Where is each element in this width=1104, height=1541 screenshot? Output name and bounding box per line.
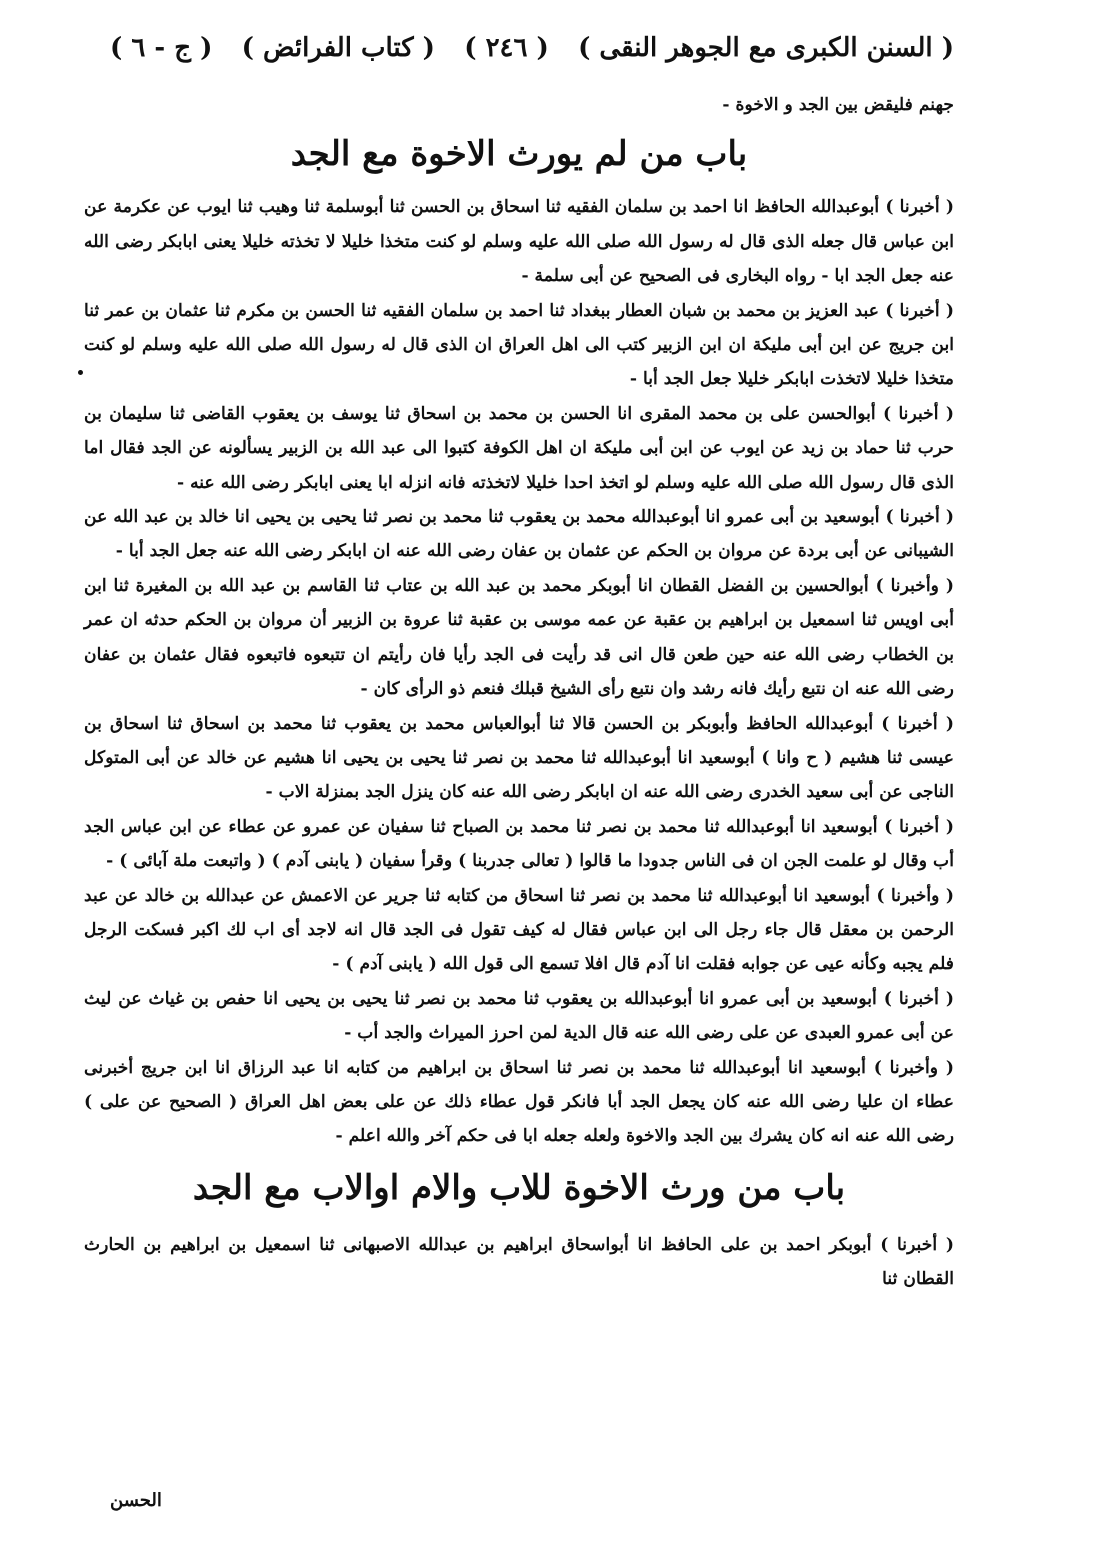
paragraph-6: ( أخبرنا ) أبوعبدالله الحافظ وأبوبكر بن الحسن قالا ثنا أبوالعباس محمد بن يعقوب ثنا محمد بن اسحاق ثنا اسحاق بن عيسى ثنا هشيم ( ح وانا ) أبوسعيد انا أبوعبدالله ثنا محمد بن نصر ثنا يحيى بن يحيى انا هشيم عن خالد عن أبى المتوكل الناجى عن أبى سعيد الخدرى رضى الله عنه ان ابابكر رضى الله عنه كان ينزل الجد بمنزلة الاب - <box>84 713 954 803</box>
header-section-title: ( كتاب الفرائض ) <box>241 33 435 63</box>
paragraph-5: ( وأخبرنا ) أبوالحسين بن الفضل القطان انا أبوبكر محمد بن عبد الله بن عتاب ثنا القاسم بن عبد الله بن المغيرة ثنا ابن أبى اويس ثنا اسمعيل بن ابراهيم بن عقبة عن عمه موسى بن عقبة ثنا عروة بن الزبير أن مروان بن الحكم حدثه ان عمر بن الخطاب رضى الله عنه حين طعن قال انى قد رأيت فى الجد رأيا فان رأيتم ان تتبعوه فاتبعوه فقال عثمان بن عفان رضى الله عنه ان نتبع رأيك فانه رشد وان نتبع رأى الشيخ قبلك فنعم ذو الرأى كان - <box>84 575 954 700</box>
body-text <box>84 88 954 1297</box>
catchword: الحسن <box>110 1490 162 1511</box>
paragraph-2: ( أخبرنا ) عبد العزيز بن محمد بن شبان العطار ببغداد ثنا احمد بن سلمان الفقيه ثنا الحسن بن مكرم ثنا عثمان بن عمر ثنا ابن جريج عن ابن أبى مليكة ان ابن الزبير كتب الى اهل العراق ان الذى قال له رسول الله صلى الله عليه وسلم لو كنت متخذا خليلا لاتخذت ابابكر خليلا جعل الجد أبا - <box>84 300 954 390</box>
header-book-title: ( السنن الكبرى مع الجوهر النقى ) <box>578 33 954 63</box>
header-volume: ( ج - ٦ ) <box>110 33 213 63</box>
margin-mark <box>78 370 83 375</box>
paragraph-10: ( وأخبرنا ) أبوسعيد انا أبوعبدالله ثنا محمد بن نصر ثنا اسحاق بن ابراهيم من كتابه انا عبد الرزاق انا ابن جريج أخبرنى عطاء ان عليا رضى الله عنه كان يجعل الجد أبا فانكر قول عطاء ذلك عن على بعض اهل العراق ( الصحيح عن على ) رضى الله عنه انه كان يشرك بين الجد والاخوة ولعله جعله ابا فى حكم آخر والله اعلم - <box>84 1057 954 1147</box>
header-page-number: ( ٢٤٦ ) <box>464 33 549 63</box>
paragraph-7: ( أخبرنا ) أبوسعيد انا أبوعبدالله ثنا محمد بن نصر ثنا محمد بن الصباح ثنا سفيان عن عمرو عن عطاء عن ابن عباس الجد أب وقال لو علمت الجن ان فى الناس جدودا ما قالوا ( تعالى جدربنا ) وقرأ سفيان ( يابنى آدم ) ( واتبعت ملة آبائى ) - <box>84 816 954 872</box>
paragraph-8: ( وأخبرنا ) أبوسعيد انا أبوعبدالله ثنا محمد بن نصر ثنا اسحاق من كتابه ثنا جرير عن الاعمش عن عبدالله بن خالد عن عبد الرحمن بن معقل قال جاء رجل الى ابن عباس فقال له كيف تقول فى الجد قال انه لاجد أى اب لك اكبر فسكت الرجل فلم يجبه وكأنه عيى عن جوابه فقلت انا آدم قال افلا تسمع الى قول الله ( يابنى آدم ) - <box>84 885 954 975</box>
paragraph-4: ( أخبرنا ) أبوسعيد بن أبى عمرو انا أبوعبدالله محمد بن يعقوب ثنا محمد بن نصر ثنا يحيى بن يحيى انا خالد بن عبد الله عن الشيبانى عن أبى بردة عن مروان بن الحكم عن عثمان بن عفان رضى الله عنه ان ابابكر رضى الله عنه جعل الجد أبا - <box>84 507 954 562</box>
paragraph-3: ( أخبرنا ) أبوالحسن على بن محمد المقرى انا الحسن بن محمد بن اسحاق ثنا يوسف بن يعقوب القاضى ثنا سليمان بن حرب ثنا حماد بن زيد عن ايوب عن ابن أبى مليكة ان اهل الكوفة كتبوا الى عبد الله بن الزبير يسألونه عن الجد فقال اما الذى قال رسول الله صلى الله عليه وسلم لو اتخذ احدا خليلا لاتخذته فانه انزله ابا يعنى ابابكر رضى الله عنه - <box>84 403 954 493</box>
chapter-heading-2: باب من ورث الاخوة للاب والام اوالاب مع الجد <box>192 1167 846 1208</box>
continuation-line: جهنم فليقض بين الجد و الاخوة - <box>722 95 954 115</box>
paragraph-9: ( أخبرنا ) أبوسعيد بن أبى عمرو انا أبوعبدالله بن يعقوب ثنا محمد بن نصر ثنا يحيى بن يحيى انا حفص بن غياث عن ليث عن أبى عمرو العبدى عن على رضى الله عنه قال الدية لمن احرز الميراث والجد أب - <box>84 988 954 1044</box>
chapter-heading-1: باب من لم يورث الاخوة مع الجد <box>290 134 748 175</box>
paragraph-11: ( أخبرنا ) أبوبكر احمد بن على الحافظ انا أبواسحاق ابراهيم بن عبدالله الاصبهانى ثنا اسمعيل بن ابراهيم بن الحارث القطان ثنا <box>84 1234 954 1290</box>
paragraph-1: ( أخبرنا ) أبوعبدالله الحافظ انا احمد بن سلمان الفقيه ثنا اسحاق بن الحسن ثنا أبوسلمة ثنا وهيب ثنا ايوب عن عكرمة عن ابن عباس قال جعله الذى قال له رسول الله صلى الله عليه وسلم لو كنت متخذا خليلا لا تخذته خليلا يعنى ابابكر رضى الله عنه جعل الجد ابا - رواه البخارى فى الصحيح عن أبى سلمة - <box>84 197 954 287</box>
running-header <box>110 28 954 68</box>
